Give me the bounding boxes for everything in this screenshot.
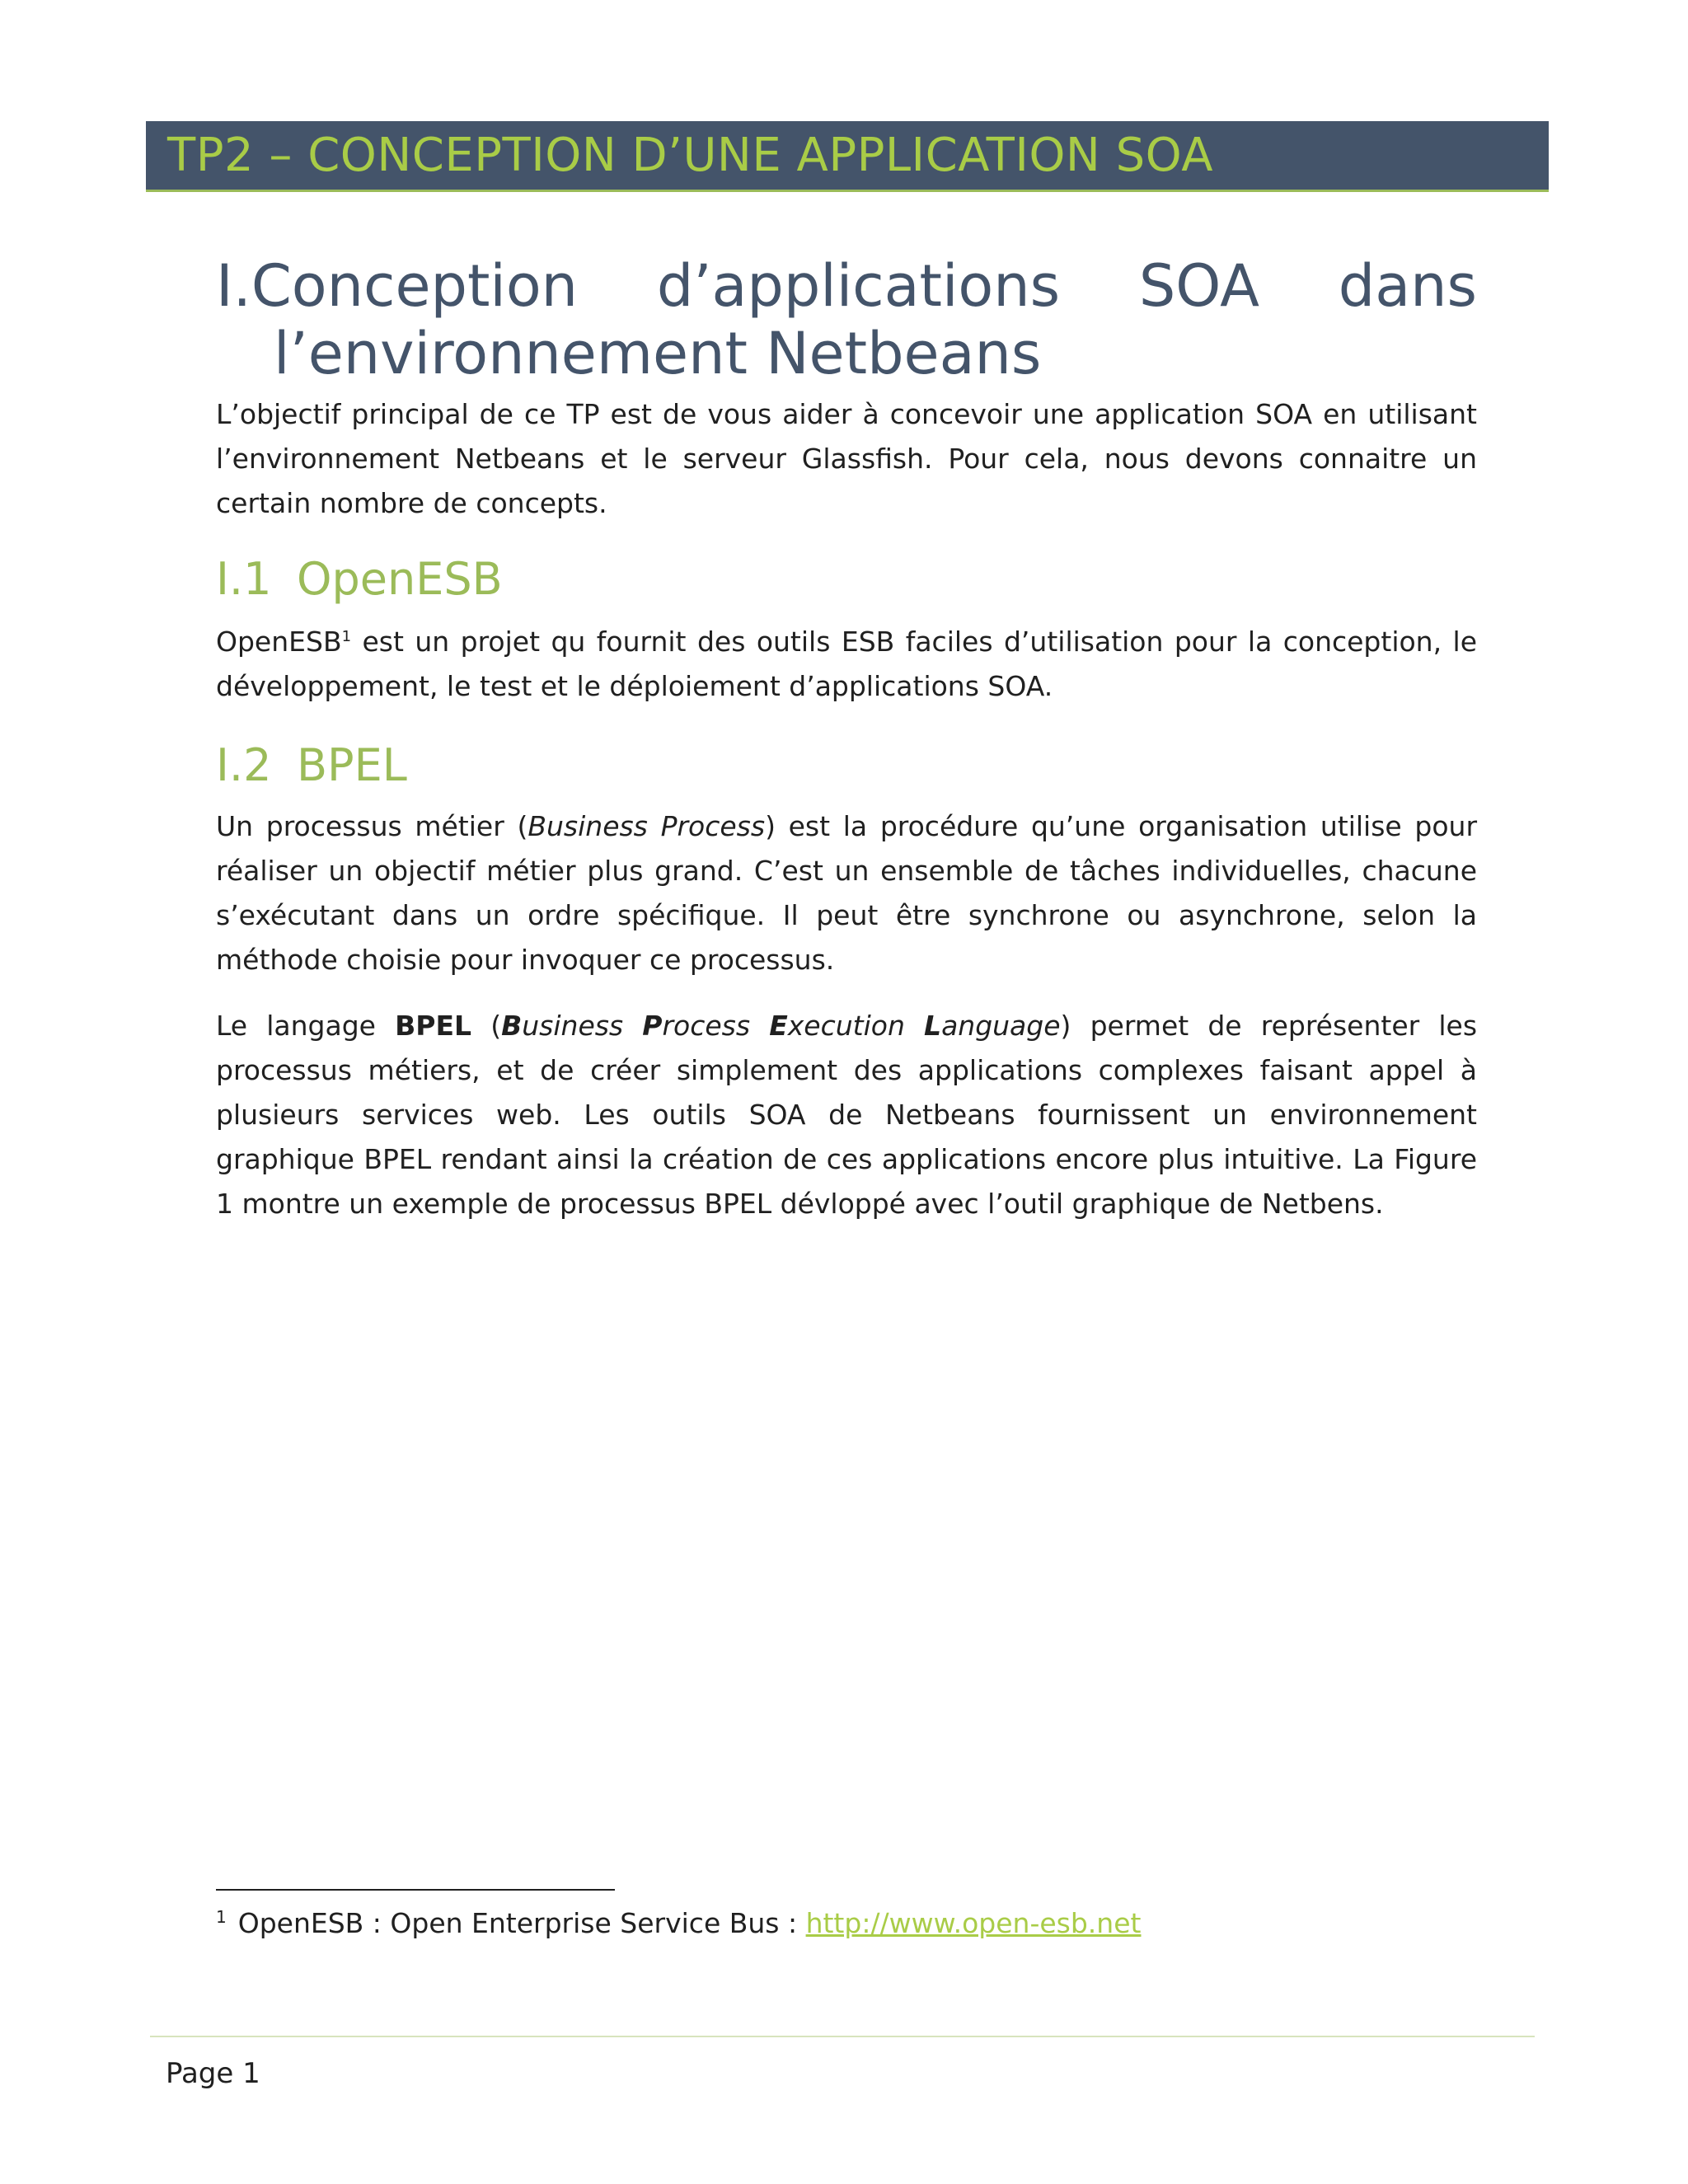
document-header-banner bbox=[146, 121, 1549, 192]
section-heading-1-1 bbox=[216, 553, 503, 605]
footnote-mark: 1 bbox=[216, 1907, 227, 1927]
section-heading-1-line2: l’environnement Netbeans bbox=[274, 320, 1042, 387]
section-heading-1-word: SOA bbox=[1138, 252, 1260, 320]
document-title: TP2 – CONCEPTION D’UNE APPLICATION SOA bbox=[167, 128, 1214, 182]
section-number: I.2 bbox=[216, 739, 272, 791]
bpel-text-1: Un processus métier (Business Process) est la procédure qu’une organisation utilise pour réaliser un objectif métier plus grand. C’est un ensemble de tâches individuelles, chacune s’exécutant dans un ordre spécifique. Il peut être synchrone ou asynchrone, selon la méthode choisie pour invoquer ce processus. bbox=[216, 810, 1478, 976]
intro-text: L’objectif principal de ce TP est de vous aider à concevoir une application SOA en utilisant l’environnement Netbeans et le serveur Glassfish. Pour cela, nous devons connaitre un certain nombre de concepts. bbox=[216, 398, 1477, 519]
section-title: BPEL bbox=[297, 739, 407, 791]
bpel-text-2: Le langage BPEL (Business Process Execution Language) permet de représenter les processus métiers, et de créer simplement des applications complexes faisant appel à plusieurs services web. Les outils SOA de Netbeans fournissent un environnement graphique BPEL rendant ainsi la création de ces applications encore plus intuitive. La Figure 1 montre un exemple de processus BPEL dévloppé avec l’outil graphique de Netbens. bbox=[216, 1010, 1478, 1220]
section-heading-1-word: d’applications bbox=[656, 252, 1061, 320]
footnote-text: OpenESB : Open Enterprise Service Bus : bbox=[237, 1907, 806, 1939]
footnote-separator bbox=[216, 1889, 615, 1891]
bpel-paragraph-2 bbox=[216, 1004, 1477, 1226]
intro-paragraph bbox=[216, 392, 1477, 526]
footnote-link[interactable]: http://www.open-esb.net bbox=[805, 1907, 1142, 1939]
openesb-text: OpenESB$^1$ est un projet qu fournit des outils ESB faciles d’utilisation pour la conception, le développement, le test et le déploiement d’applications SOA. bbox=[216, 626, 1477, 702]
section-title: OpenESB bbox=[297, 553, 503, 605]
section-heading-1-line1 bbox=[216, 252, 1477, 320]
footer-separator bbox=[150, 2036, 1535, 2037]
footnote-reference[interactable]: 1 bbox=[341, 628, 352, 645]
section-heading-1 bbox=[216, 252, 1477, 387]
bpel-paragraph-1 bbox=[216, 804, 1477, 982]
footnote bbox=[216, 1905, 1141, 1942]
section-number: I.1 bbox=[216, 553, 272, 605]
section-heading-1-first: I.Conception bbox=[216, 252, 579, 320]
openesb-paragraph bbox=[216, 620, 1477, 709]
page-number: Page 1 bbox=[166, 2057, 260, 2090]
section-heading-1-2 bbox=[216, 739, 407, 791]
section-heading-1-word: dans bbox=[1338, 252, 1477, 320]
